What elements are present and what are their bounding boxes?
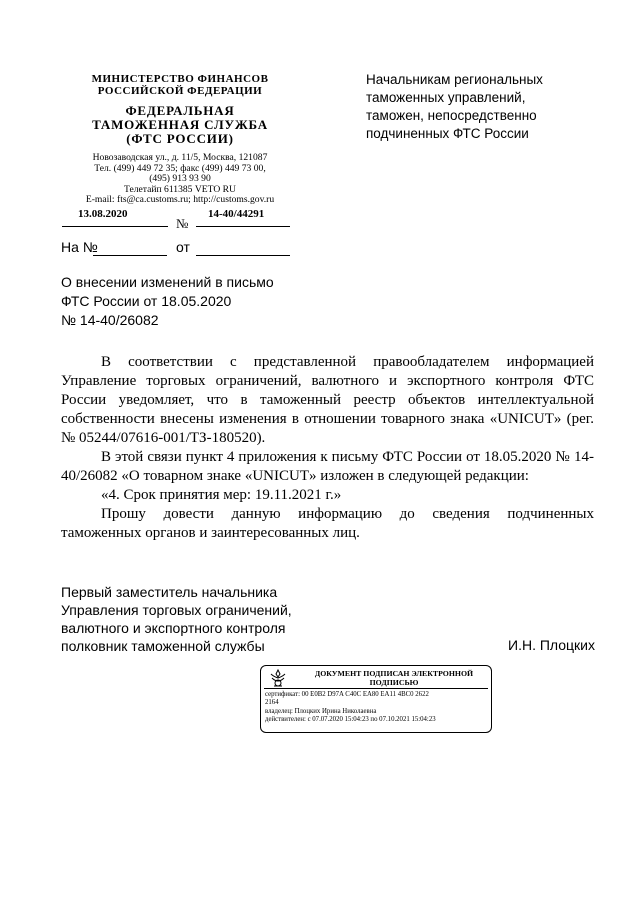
addressee [366, 71, 606, 143]
ministry-line-2: РОССИЙСКОЙ ФЕДЕРАЦИИ [97, 85, 263, 97]
body-paragraph-3: «4. Срок принятия мер: 19.11.2021 г.» [101, 487, 342, 503]
sender-teletype: Телетайп 611385 VETO RU [124, 183, 236, 195]
stamp-title-line-1: ДОКУМЕНТ ПОДПИСАН ЭЛЕКТРОННОЙ [314, 669, 474, 678]
reference-prefix: На № [61, 239, 98, 255]
signatory-position [61, 583, 292, 655]
position-line-2: Управления торговых ограничений, [61, 602, 292, 618]
service-name [60, 104, 300, 146]
stamp-title-line-2: ПОДПИСЬЮ [369, 678, 419, 687]
registration-number-sign: № [176, 216, 189, 231]
emblem-icon [267, 668, 289, 688]
body-paragraph-2: В этой связи пункт 4 приложения к письму ФТС России от 18.05.2020 № 14-40/26082 «О товарном знаке «UNICUT» изложен в следующей редакции: [61, 449, 594, 484]
sender-contacts [62, 153, 298, 206]
letter-subject [61, 273, 274, 330]
subject-line-3: № 14-40/26082 [61, 312, 159, 328]
service-line-2: ТАМОЖЕННАЯ СЛУЖБА [92, 117, 268, 132]
addressee-line-4: подчиненных ФТС России [366, 126, 529, 141]
date-underline [62, 226, 168, 227]
signatory-name: И.Н. Плоцких [508, 637, 595, 653]
addressee-line-3: таможен, непосредственно [366, 108, 537, 123]
stamp-certificate-2: 2164 [265, 699, 279, 707]
stamp-certificate-1: сертификат: 00 E0B2 D97A C40C EA80 EA11 4BC0 2622 [265, 691, 429, 698]
stamp-validity: действителен: с 07.07.2020 15:04:23 по 07.10.2021 15:04:23 [265, 716, 436, 724]
stamp-divider [264, 688, 488, 689]
ministry-name [60, 73, 300, 97]
ministry-line-1: МИНИСТЕРСТВО ФИНАНСОВ [91, 73, 269, 85]
position-line-4: полковник таможенной службы [61, 638, 265, 654]
stamp-details [265, 691, 436, 725]
letter-body [61, 353, 594, 543]
subject-line-2: ФТС России от 18.05.2020 [61, 293, 232, 309]
registration-number: 14-40/44291 [208, 208, 265, 220]
addressee-line-1: Начальникам региональных [366, 72, 543, 87]
sender-phone-2: (495) 913 93 90 [149, 173, 211, 185]
reference-date-underline [196, 255, 290, 256]
stamp-owner: владелец: Плоцких Ирина Николаевна [265, 707, 377, 715]
body-paragraph-4: Прошу довести данную информацию до сведения подчиненных таможенных органов и заинтересованных лиц. [61, 506, 594, 541]
position-line-3: валютного и экспортного контроля [61, 620, 286, 636]
electronic-signature-stamp [260, 665, 492, 733]
addressee-line-2: таможенных управлений, [366, 90, 526, 105]
stamp-title [299, 669, 489, 687]
service-line-1: ФЕДЕРАЛЬНАЯ [125, 103, 235, 118]
body-paragraph-1: В соответствии с представленной правообладателем информацией Управление торговых ограничений, валютного и экспортного контроля ФТС России уведомляет, что в таможенный реестр объектов интеллектуальной собственности внесены изменения в отношении товарного знака «UNICUT» (рег. № 05244/07616-001/ТЗ-180520). [61, 354, 594, 446]
sender-email: E-mail: fts@ca.customs.ru; http://customs.gov.ru [85, 194, 275, 206]
reference-number-underline [93, 255, 167, 256]
registration-date: 13.08.2020 [78, 208, 128, 220]
subject-line-1: О внесении изменений в письмо [61, 274, 274, 290]
position-line-1: Первый заместитель начальника [61, 584, 278, 600]
service-line-3: (ФТС РОССИИ) [126, 131, 234, 146]
reference-from: от [176, 239, 190, 255]
number-underline [196, 226, 290, 227]
sender-address: Новозаводская ул., д. 11/5, Москва, 121087 [92, 152, 268, 163]
sender-phone-1: Тел. (499) 449 72 35; факс (499) 449 73 00, [94, 162, 266, 174]
